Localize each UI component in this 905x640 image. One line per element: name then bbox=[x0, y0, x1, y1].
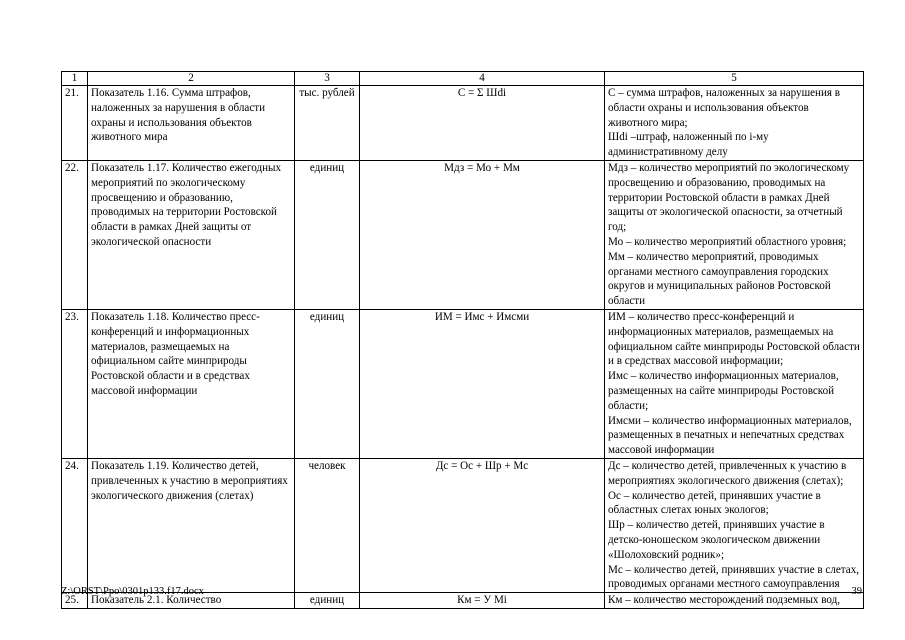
table-row bbox=[62, 309, 864, 458]
table-row bbox=[62, 458, 864, 592]
row-number: 25. bbox=[62, 593, 88, 609]
indicator-name: Показатель 1.16. Сумма штрафов, наложенных за нарушения в области охраны и использования объектов животного мира bbox=[88, 86, 295, 161]
formula-description bbox=[605, 458, 864, 592]
description-line: С – сумма штрафов, наложенных за нарушения в области охраны и использования объектов животного мира; bbox=[608, 87, 841, 129]
description-line: Шр – количество детей, принявших участие в детско-юношеском экологическом движении «Шолоховский родник»; bbox=[608, 519, 825, 561]
row-number: 21. bbox=[62, 86, 88, 161]
description-line: Имсми – количество информационных материалов, размещенных в печатных и непечатных средствах массовой информации bbox=[608, 414, 852, 457]
formula: Дс = Ос + Шр + Мс bbox=[360, 458, 605, 592]
unit-of-measure: единиц bbox=[295, 593, 360, 609]
description-line: Дс – количество детей, привлеченных к участию в мероприятиях экологического движения (слетах); bbox=[608, 459, 847, 487]
unit-of-measure: единиц bbox=[295, 309, 360, 458]
row-number: 24. bbox=[62, 458, 88, 592]
description-line: Имс – количество информационных материалов, размещенных на сайте минприроды Ростовской области; bbox=[608, 370, 839, 412]
indicator-name: Показатель 1.17. Количество ежегодных мероприятий по экологическому просвещению и образованию, проводимых на территории Ростовской области в рамках Дней защиты от экологической опасности bbox=[88, 160, 295, 309]
column-number: 4 bbox=[360, 72, 605, 86]
indicator-name: Показатель 1.19. Количество детей, привлеченных к участию в мероприятиях экологического движения (слетах) bbox=[88, 458, 295, 592]
formula-description bbox=[605, 160, 864, 309]
column-number: 5 bbox=[605, 72, 864, 86]
table-row bbox=[62, 160, 864, 309]
unit-of-measure: единиц bbox=[295, 160, 360, 309]
footer-file-path: Z:\ORST\Ppo\0301p133.f17.docx bbox=[61, 586, 204, 597]
description-line: Ос – количество детей, принявших участие в областных слетах юных экологов; bbox=[608, 489, 821, 517]
description-line: Мо – количество мероприятий областного уровня; bbox=[608, 235, 847, 248]
description-line: Мс – количество детей, принявших участие в слетах, проводимых органами местного самоуправления bbox=[608, 563, 860, 591]
column-number-row bbox=[62, 72, 864, 86]
unit-of-measure: тыс. рублей bbox=[295, 86, 360, 161]
formula: Км = У Мі bbox=[360, 593, 605, 609]
formula-description bbox=[605, 593, 864, 609]
description-line: Мм – количество мероприятий, проводимых органами местного самоуправления городских округов и муниципальных районов Ростовской области bbox=[608, 250, 831, 308]
description-line: Км – количество месторождений подземных вод, bbox=[608, 594, 841, 607]
column-number: 3 bbox=[295, 72, 360, 86]
description-line: Шdі –штраф, наложенный по і-му административному делу bbox=[608, 131, 769, 159]
row-number: 23. bbox=[62, 309, 88, 458]
description-line: Мдз – количество мероприятий по экологическому просвещению и образованию, проводимых на территории Ростовской области в рамках Дней защиты от экологической опасности, за отчетный год; bbox=[608, 161, 850, 234]
indicator-name: Показатель 2.1. Количество bbox=[88, 593, 295, 609]
description-line: ИМ – количество пресс-конференций и информационных материалов, размещаемых на официальном сайте минприроды Ростовской области и в средствах массовой информации; bbox=[608, 310, 860, 368]
row-number: 22. bbox=[62, 160, 88, 309]
column-number: 2 bbox=[88, 72, 295, 86]
formula: С = Σ Шdі bbox=[360, 86, 605, 161]
unit-of-measure: человек bbox=[295, 458, 360, 592]
indicator-name: Показатель 1.18. Количество пресс-конференций и информационных материалов, размещаемых на официальном сайте минприроды Ростовской области и в средствах массовой информации bbox=[88, 309, 295, 458]
formula: ИМ = Имс + Имсми bbox=[360, 309, 605, 458]
table-row bbox=[62, 86, 864, 161]
column-number: 1 bbox=[62, 72, 88, 86]
formula-description bbox=[605, 309, 864, 458]
formula-description bbox=[605, 86, 864, 161]
formula: Мдз = Мо + Мм bbox=[360, 160, 605, 309]
indicators-table bbox=[61, 71, 864, 609]
footer-page-number: 39 bbox=[851, 586, 862, 597]
